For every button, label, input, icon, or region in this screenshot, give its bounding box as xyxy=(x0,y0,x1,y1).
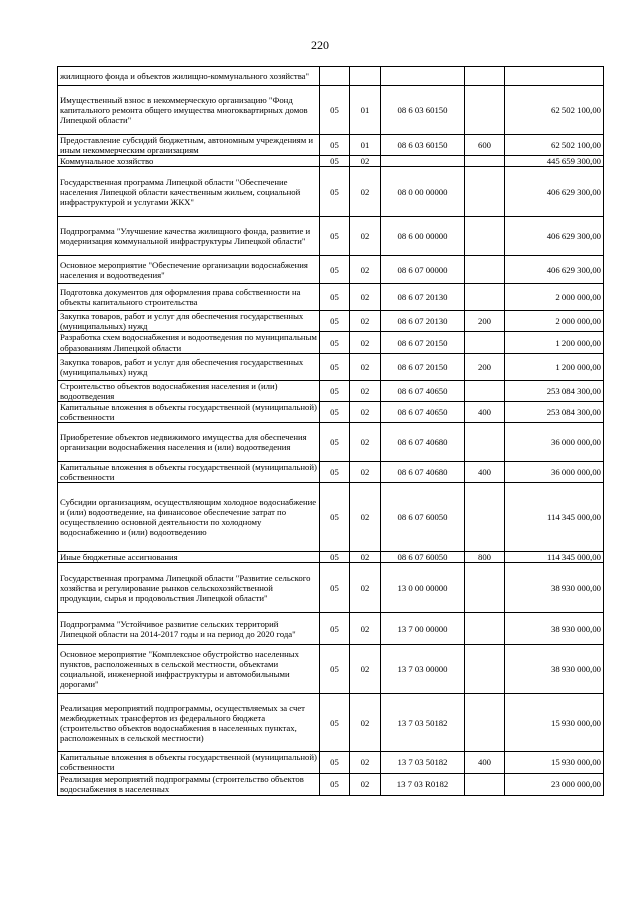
row-name-cell: Основное мероприятие "Комплексное обустройство населенных пунктов, расположенных в сельской местности, объектами социальной, инженерной инфраструктуры и автомобильными дорогами" xyxy=(58,645,320,694)
target-code-cell: 13 7 00 00000 xyxy=(381,613,465,645)
row-name-cell: Подпрограмма "Улучшение качества жилищного фонда, развитие и модернизация коммунальной инфраструктуры Липецкой области" xyxy=(58,217,320,256)
target-code-cell: 08 6 07 20130 xyxy=(381,311,465,332)
subsection-cell: 02 xyxy=(350,462,381,483)
row-name-cell: Приобретение объектов недвижимого имущества для обеспечения организации водоснабжения населения и (или) водоотведения xyxy=(58,423,320,462)
expense-type-cell xyxy=(465,217,505,256)
amount-cell: 2 000 000,00 xyxy=(505,284,604,311)
subsection-cell: 02 xyxy=(350,217,381,256)
row-name-cell: Коммунальное хозяйство xyxy=(58,156,320,167)
section-cell: 05 xyxy=(320,563,350,613)
row-name-cell: Подпрограмма "Устойчивое развитие сельских территорий Липецкой области на 2014-2017 годы и на период до 2020 года" xyxy=(58,613,320,645)
row-name-cell: Подготовка документов для оформления права собственности на объекты капитального строительства xyxy=(58,284,320,311)
expense-type-cell xyxy=(465,423,505,462)
amount-cell: 406 629 300,00 xyxy=(505,217,604,256)
amount-cell: 38 930 000,00 xyxy=(505,645,604,694)
expense-type-cell xyxy=(465,380,505,401)
amount-cell: 2 000 000,00 xyxy=(505,311,604,332)
subsection-cell xyxy=(350,67,381,86)
section-cell: 05 xyxy=(320,86,350,135)
row-name-cell: Имущественный взнос в некоммерческую организацию "Фонд капитального ремонта общего имущества многоквартирных домов Липецкой области" xyxy=(58,86,320,135)
subsection-cell: 02 xyxy=(350,752,381,773)
section-cell: 05 xyxy=(320,613,350,645)
expense-type-cell xyxy=(465,613,505,645)
section-cell: 05 xyxy=(320,217,350,256)
amount-cell: 62 502 100,00 xyxy=(505,86,604,135)
table-row xyxy=(58,380,604,401)
target-code-cell: 08 6 07 60050 xyxy=(381,483,465,552)
expense-type-cell xyxy=(465,332,505,353)
amount-cell: 114 345 000,00 xyxy=(505,552,604,563)
expense-type-cell xyxy=(465,156,505,167)
expense-type-cell: 400 xyxy=(465,752,505,773)
expense-type-cell xyxy=(465,167,505,217)
table-row xyxy=(58,462,604,483)
target-code-cell: 08 6 07 00000 xyxy=(381,256,465,284)
amount-cell: 15 930 000,00 xyxy=(505,752,604,773)
table-row xyxy=(58,423,604,462)
target-code-cell: 08 6 03 60150 xyxy=(381,86,465,135)
expense-type-cell: 600 xyxy=(465,135,505,156)
section-cell: 05 xyxy=(320,284,350,311)
amount-cell: 445 659 300,00 xyxy=(505,156,604,167)
expense-type-cell xyxy=(465,256,505,284)
target-code-cell: 08 6 07 40680 xyxy=(381,462,465,483)
section-cell: 05 xyxy=(320,773,350,795)
row-name-cell: Реализация мероприятий подпрограммы, осуществляемых за счет межбюджетных трансфертов из федерального бюджета (строительство объектов водоснабжения в населенных пунктах, расположенных в сельской местности) xyxy=(58,694,320,752)
target-code-cell: 13 0 00 00000 xyxy=(381,563,465,613)
expense-type-cell xyxy=(465,483,505,552)
section-cell: 05 xyxy=(320,552,350,563)
section-cell: 05 xyxy=(320,135,350,156)
subsection-cell: 02 xyxy=(350,773,381,795)
target-code-cell: 13 7 03 00000 xyxy=(381,645,465,694)
target-code-cell: 13 7 03 R0182 xyxy=(381,773,465,795)
target-code-cell: 08 6 07 20150 xyxy=(381,332,465,353)
table-row xyxy=(58,332,604,353)
target-code-cell: 08 6 07 40680 xyxy=(381,423,465,462)
amount-cell: 36 000 000,00 xyxy=(505,423,604,462)
target-code-cell: 13 7 03 50182 xyxy=(381,752,465,773)
amount-cell: 23 000 000,00 xyxy=(505,773,604,795)
expense-type-cell: 200 xyxy=(465,311,505,332)
section-cell: 05 xyxy=(320,256,350,284)
subsection-cell: 02 xyxy=(350,401,381,422)
table-row xyxy=(58,401,604,422)
row-name-cell: Основное мероприятие "Обеспечение организации водоснабжения населения и водоотведения" xyxy=(58,256,320,284)
amount-cell: 15 930 000,00 xyxy=(505,694,604,752)
section-cell: 05 xyxy=(320,311,350,332)
amount-cell: 253 084 300,00 xyxy=(505,380,604,401)
row-name-cell: Строительство объектов водоснабжения населения и (или) водоотведения xyxy=(58,380,320,401)
row-name-cell: Субсидии организациям, осуществляющим холодное водоснабжение и (или) водоотведение, на финансовое обеспечение затрат по осуществлению основной деятельности по холодному водоснабжению и (или) водоотведению xyxy=(58,483,320,552)
section-cell: 05 xyxy=(320,380,350,401)
row-name-cell: Реализация мероприятий подпрограммы (строительство объектов водоснабжения в населенных xyxy=(58,773,320,795)
row-name-cell: Капитальные вложения в объекты государственной (муниципальной) собственности xyxy=(58,752,320,773)
expense-type-cell xyxy=(465,284,505,311)
table-row xyxy=(58,284,604,311)
target-code-cell: 08 0 00 00000 xyxy=(381,167,465,217)
amount-cell: 114 345 000,00 xyxy=(505,483,604,552)
amount-cell: 253 084 300,00 xyxy=(505,401,604,422)
row-name-cell: Иные бюджетные ассигнования xyxy=(58,552,320,563)
row-name-cell: Предоставление субсидий бюджетным, автономным учреждениям и иным некоммерческим организациям xyxy=(58,135,320,156)
target-code-cell: 08 6 07 60050 xyxy=(381,552,465,563)
table-row xyxy=(58,353,604,380)
section-cell: 05 xyxy=(320,332,350,353)
section-cell: 05 xyxy=(320,401,350,422)
amount-cell: 1 200 000,00 xyxy=(505,353,604,380)
expense-type-cell: 400 xyxy=(465,401,505,422)
row-name-cell: Капитальные вложения в объекты государственной (муниципальной) собственности xyxy=(58,462,320,483)
subsection-cell: 02 xyxy=(350,311,381,332)
section-cell: 05 xyxy=(320,752,350,773)
expense-type-cell: 800 xyxy=(465,552,505,563)
subsection-cell: 02 xyxy=(350,563,381,613)
table-row xyxy=(58,694,604,752)
table-row xyxy=(58,613,604,645)
target-code-cell: 08 6 07 40650 xyxy=(381,380,465,401)
target-code-cell: 13 7 03 50182 xyxy=(381,694,465,752)
row-name-cell: Капитальные вложения в объекты государственной (муниципальной) собственности xyxy=(58,401,320,422)
section-cell: 05 xyxy=(320,156,350,167)
subsection-cell: 02 xyxy=(350,613,381,645)
section-cell: 05 xyxy=(320,645,350,694)
budget-table-body xyxy=(58,67,604,796)
row-name-cell: Государственная программа Липецкой области "Обеспечение населения Липецкой области качественным жильем, социальной инфраструктурой и услугами ЖКХ" xyxy=(58,167,320,217)
expense-type-cell xyxy=(465,86,505,135)
row-name-cell: Закупка товаров, работ и услуг для обеспечения государственных (муниципальных) нужд xyxy=(58,311,320,332)
table-row xyxy=(58,67,604,86)
subsection-cell: 01 xyxy=(350,86,381,135)
table-row xyxy=(58,167,604,217)
row-name-cell: Государственная программа Липецкой области "Развитие сельского хозяйства и регулирование рынков сельскохозяйственной продукции, сырья и продовольствия Липецкой области" xyxy=(58,563,320,613)
expense-type-cell: 400 xyxy=(465,462,505,483)
table-row xyxy=(58,563,604,613)
target-code-cell xyxy=(381,156,465,167)
subsection-cell: 02 xyxy=(350,353,381,380)
amount-cell: 62 502 100,00 xyxy=(505,135,604,156)
subsection-cell: 02 xyxy=(350,167,381,217)
subsection-cell: 02 xyxy=(350,156,381,167)
row-name-cell: Закупка товаров, работ и услуг для обеспечения государственных (муниципальных) нужд xyxy=(58,353,320,380)
amount-cell: 406 629 300,00 xyxy=(505,167,604,217)
expense-type-cell xyxy=(465,645,505,694)
row-name-cell: жилищного фонда и объектов жилищно-коммунального хозяйства" xyxy=(58,67,320,86)
section-cell: 05 xyxy=(320,423,350,462)
table-row xyxy=(58,217,604,256)
table-row xyxy=(58,483,604,552)
table-row xyxy=(58,86,604,135)
page-number: 220 xyxy=(311,38,329,52)
target-code-cell: 08 6 00 00000 xyxy=(381,217,465,256)
table-row xyxy=(58,645,604,694)
row-name-cell: Разработка схем водоснабжения и водоотведения по муниципальным образованиям Липецкой области xyxy=(58,332,320,353)
target-code-cell: 08 6 03 60150 xyxy=(381,135,465,156)
table-row xyxy=(58,752,604,773)
expense-type-cell: 200 xyxy=(465,353,505,380)
subsection-cell: 01 xyxy=(350,135,381,156)
subsection-cell: 02 xyxy=(350,645,381,694)
target-code-cell xyxy=(381,67,465,86)
amount-cell: 38 930 000,00 xyxy=(505,563,604,613)
table-row xyxy=(58,135,604,156)
table-row xyxy=(58,552,604,563)
expense-type-cell xyxy=(465,563,505,613)
budget-table xyxy=(57,66,604,796)
table-row xyxy=(58,773,604,795)
amount-cell: 36 000 000,00 xyxy=(505,462,604,483)
expense-type-cell xyxy=(465,694,505,752)
expense-type-cell xyxy=(465,67,505,86)
table-row xyxy=(58,256,604,284)
target-code-cell: 08 6 07 20130 xyxy=(381,284,465,311)
amount-cell: 1 200 000,00 xyxy=(505,332,604,353)
subsection-cell: 02 xyxy=(350,552,381,563)
subsection-cell: 02 xyxy=(350,694,381,752)
expense-type-cell xyxy=(465,773,505,795)
table-row xyxy=(58,156,604,167)
section-cell: 05 xyxy=(320,694,350,752)
section-cell: 05 xyxy=(320,462,350,483)
amount-cell xyxy=(505,67,604,86)
section-cell: 05 xyxy=(320,353,350,380)
section-cell xyxy=(320,67,350,86)
subsection-cell: 02 xyxy=(350,423,381,462)
target-code-cell: 08 6 07 40650 xyxy=(381,401,465,422)
subsection-cell: 02 xyxy=(350,256,381,284)
subsection-cell: 02 xyxy=(350,284,381,311)
subsection-cell: 02 xyxy=(350,380,381,401)
section-cell: 05 xyxy=(320,167,350,217)
subsection-cell: 02 xyxy=(350,483,381,552)
amount-cell: 406 629 300,00 xyxy=(505,256,604,284)
amount-cell: 38 930 000,00 xyxy=(505,613,604,645)
target-code-cell: 08 6 07 20150 xyxy=(381,353,465,380)
table-row xyxy=(58,311,604,332)
section-cell: 05 xyxy=(320,483,350,552)
subsection-cell: 02 xyxy=(350,332,381,353)
